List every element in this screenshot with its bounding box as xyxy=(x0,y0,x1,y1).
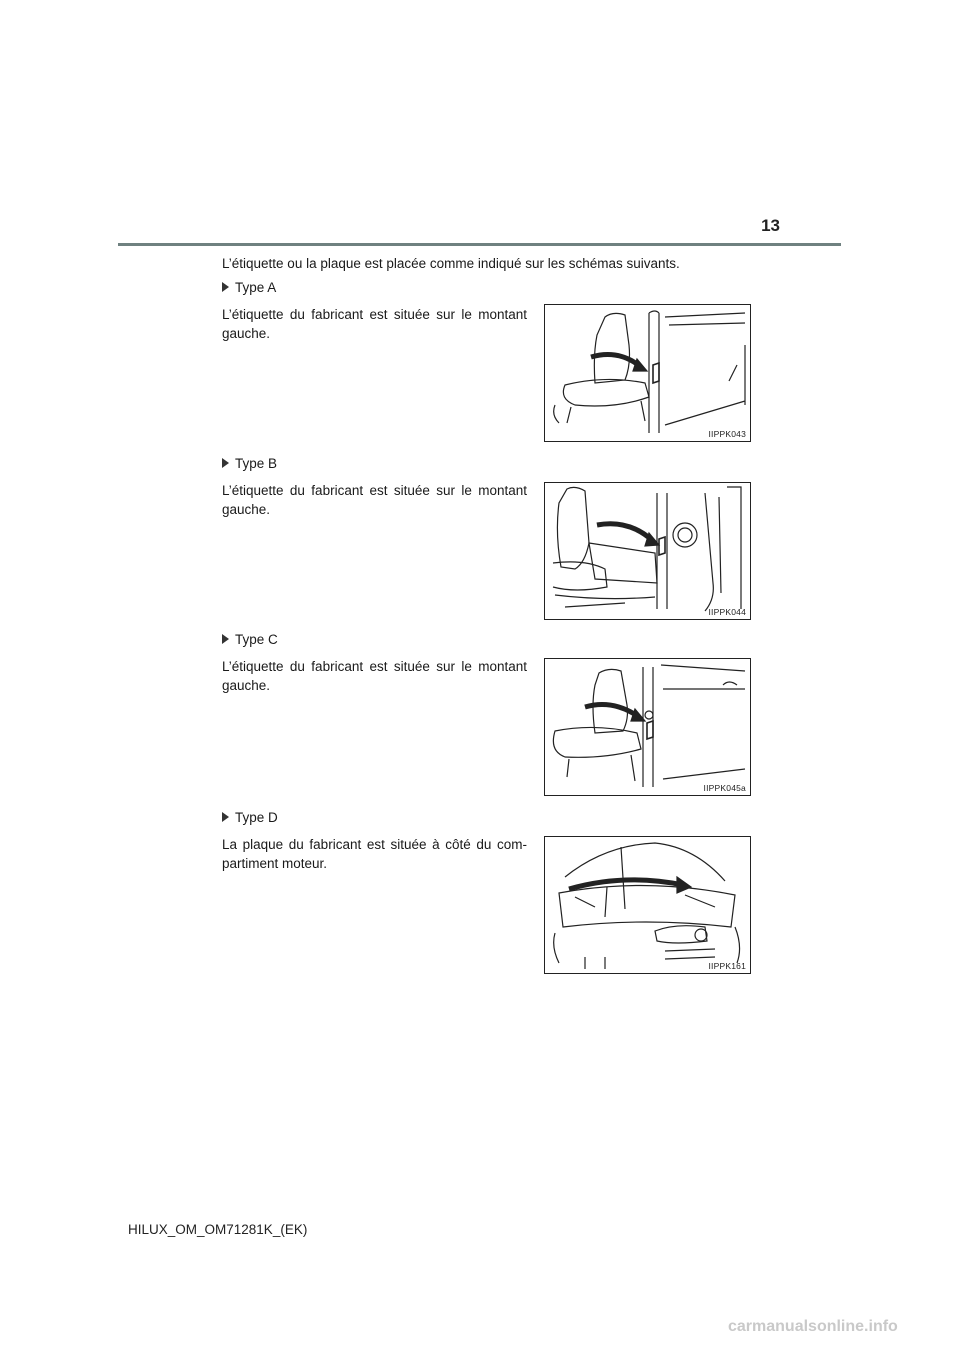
triangle-bullet-icon xyxy=(222,634,229,644)
footer-document-code: HILUX_OM_OM71281K_(EK) xyxy=(128,1222,308,1237)
figure-code: IIPPK161 xyxy=(708,961,746,971)
type-b-figure xyxy=(544,482,751,620)
header-rule xyxy=(118,243,841,246)
type-d-figure xyxy=(544,836,751,974)
type-c-figure xyxy=(544,658,751,796)
watermark: carmanualsonline.info xyxy=(728,1318,898,1335)
type-d-description: La plaque du fabricant est située à côté du com-partiment moteur. xyxy=(222,837,527,871)
type-a-figure xyxy=(544,304,751,442)
type-c-label: Type C xyxy=(222,631,278,649)
figure-code: IIPPK045a xyxy=(703,783,746,793)
figure-code: IIPPK044 xyxy=(708,607,746,617)
figure-code: IIPPK043 xyxy=(708,429,746,439)
intro-text: L’étiquette ou la plaque est placée comme indiqué sur les schémas suivants. xyxy=(222,256,680,271)
triangle-bullet-icon xyxy=(222,812,229,822)
type-c-description: L’étiquette du fabricant est située sur le montant gauche. xyxy=(222,659,527,693)
type-a-description: L’étiquette du fabricant est située sur le montant gauche. xyxy=(222,307,527,341)
triangle-bullet-icon xyxy=(222,458,229,468)
type-d-label: Type D xyxy=(222,809,278,827)
type-a-label: Type A xyxy=(222,279,276,297)
type-b-label: Type B xyxy=(222,455,277,473)
page-number: 13 xyxy=(761,216,780,235)
type-b-description: L’étiquette du fabricant est située sur le montant gauche. xyxy=(222,483,527,517)
triangle-bullet-icon xyxy=(222,282,229,292)
